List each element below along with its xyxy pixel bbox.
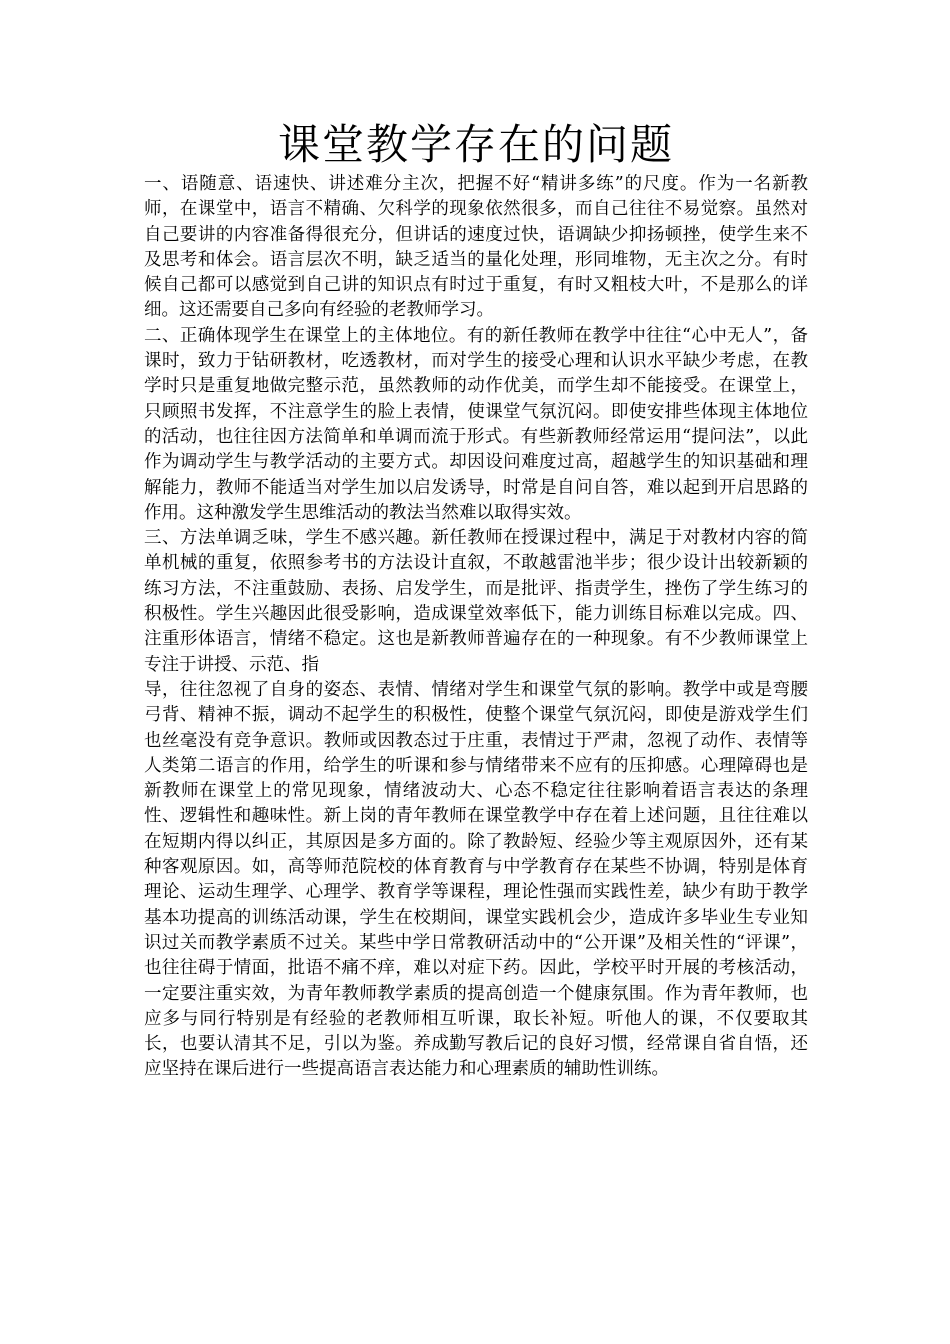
document-page bbox=[144, 118, 808, 1083]
paragraph-1: 一、语随意、语速快、讲述难分主次，把握不好“精讲多练”的尺度。作为一名新教师，在课堂中，语言不精确、欠科学的现象依然很多，而自己往往不易觉察。虽然对自己要讲的内容准备得很充分，但讲话的速度过快，语调缺少抑扬顿挫，使学生来不及思考和体会。语言层次不明，缺乏适当的量化处理，形同堆物，无主次之分。有时候自己都可以感觉到自己讲的知识点有时过于重复，有时又粗枝大叶，不是那么的详细。这还需要自己多向有经验的老教师学习。 bbox=[144, 174, 808, 321]
paragraph-3: 三、方法单调乏味，学生不感兴趣。新任教师在授课过程中，满足于对教材内容的简单机械的重复，依照参考书的方法设计直叙，不敢越雷池半步；很少设计出较新颖的练习方法，不注重鼓励、表扬、启发学生，而是批评、指责学生，挫伤了学生练习的积极性。学生兴趣因此很受影响，造成课堂效率低下，能力训练目标难以完成。四、注重形体语言，情绪不稳定。这也是新教师普遍存在的一种现象。有不少教师课堂上专注于讲授、示范、指 bbox=[144, 528, 808, 675]
document-title: 课堂教学存在的问题 bbox=[277, 120, 674, 169]
paragraph-2: 二、正确体现学生在课堂上的主体地位。有的新任教师在教学中往往“心中无人”，备课时，致力于钻研教材，吃透教材，而对学生的接受心理和认识水平缺少考虑，在教学时只是重复地做完整示范，虽然教师的动作优美，而学生却不能接受。在课堂上，只顾照书发挥，不注意学生的脸上表情，使课堂气氛沉闷。即使安排些体现主体地位的活动，也往往因方法简单和单调而流于形式。有些新教师经常运用“提问法”，以此作为调动学生与教学活动的主要方式。却因设问难度过高，超越学生的知识基础和理解能力，教师不能适当对学生加以启发诱导，时常是自问自答，难以起到开启思路的作用。这种激发学生思维活动的教法当然难以取得实效。 bbox=[144, 325, 808, 523]
paragraph-4: 导，往往忽视了自身的姿态、表情、情绪对学生和课堂气氛的影响。教学中或是弯腰弓背、精神不振，调动不起学生的积极性，使整个课堂气氛沉闷，即使是游戏学生们也丝毫没有竞争意识。教师或因教态过于庄重，表情过于严肃，忽视了动作、表情等人类第二语言的作用，给学生的听课和参与情绪带来不应有的压抑感。心理障碍也是新教师在课堂上的常见现象，情绪波动大、心态不稳定往往影响着语言表达的条理性、逻辑性和趣味性。新上岗的青年教师在课堂教学中存在着上述问题，且往往难以在短期内得以纠正，其原因是多方面的。除了教龄短、经验少等主观原因外，还有某种客观原因。如，高等师范院校的体育教育与中学教育存在某些不协调，特别是体育理论、运动生理学、心理学、教育学等课程，理论性强而实践性差，缺少有助于教学基本功提高的训练活动课，学生在校期间，课堂实践机会少，造成许多毕业生专业知识过关而教学素质不过关。某些中学日常教研活动中的“公开课”及相关性的“评课”，也往往碍于情面，批语不痛不痒，难以对症下药。因此，学校平时开展的考核活动，一定要注重实效，为青年教师教学素质的提高创造一个健康氛围。作为青年教师，也应多与同行特别是有经验的老教师相互听课，取长补短。听他人的课，不仅要取其长，也要认清其不足，引以为鉴。养成勤写教后记的良好习惯，经常课自省自悟，还应坚持在课后进行一些提高语言表达能力和心理素质的辅助性训练。 bbox=[144, 679, 808, 1080]
